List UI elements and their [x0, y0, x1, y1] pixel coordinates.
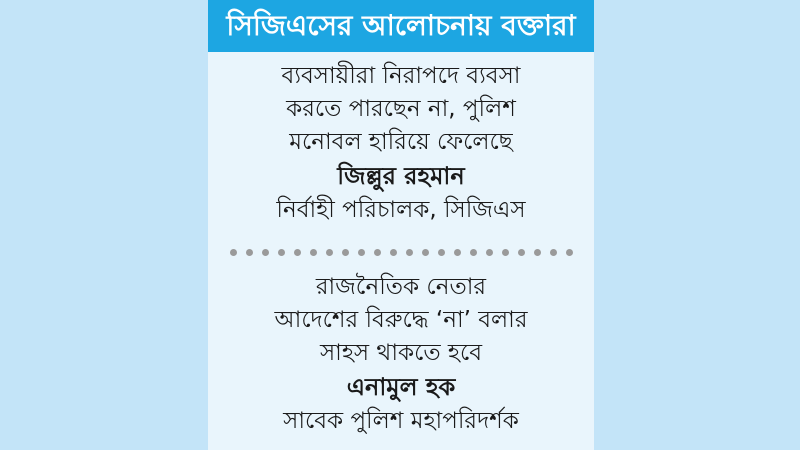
quote-card	[208, 0, 594, 450]
card-header: সিজিএসের আলোচনায় বক্তারা	[208, 0, 594, 52]
left-background-panel	[0, 0, 208, 450]
card-body	[208, 60, 594, 438]
dotted-divider	[208, 241, 594, 263]
quote-line: সাহস থাকতে হবে	[319, 340, 483, 366]
right-background-panel	[594, 0, 800, 450]
quote-line: ব্যবসায়ীরা নিরাপদে ব্যবসা	[281, 63, 521, 89]
speaker-title: সাবেক পুলিশ মহাপরিদর্শক	[283, 408, 519, 434]
speaker-block-1	[208, 60, 594, 227]
speaker-title: নির্বাহী পরিচালক, সিজিএস	[276, 197, 526, 223]
speaker-name: এনামুল হক	[346, 373, 456, 401]
quote-line: রাজনৈতিক নেতার	[315, 274, 487, 300]
quote-line: আদেশের বিরুদ্ধে ‘না’ বলার	[274, 307, 528, 333]
speaker-block-2	[208, 271, 594, 438]
quote-line: মনোবল হারিয়ে ফেলেছে	[289, 129, 513, 155]
quote-line: করতে পারছেন না, পুলিশ	[286, 96, 516, 122]
speaker-name: জিল্লুর রহমান	[337, 162, 465, 190]
